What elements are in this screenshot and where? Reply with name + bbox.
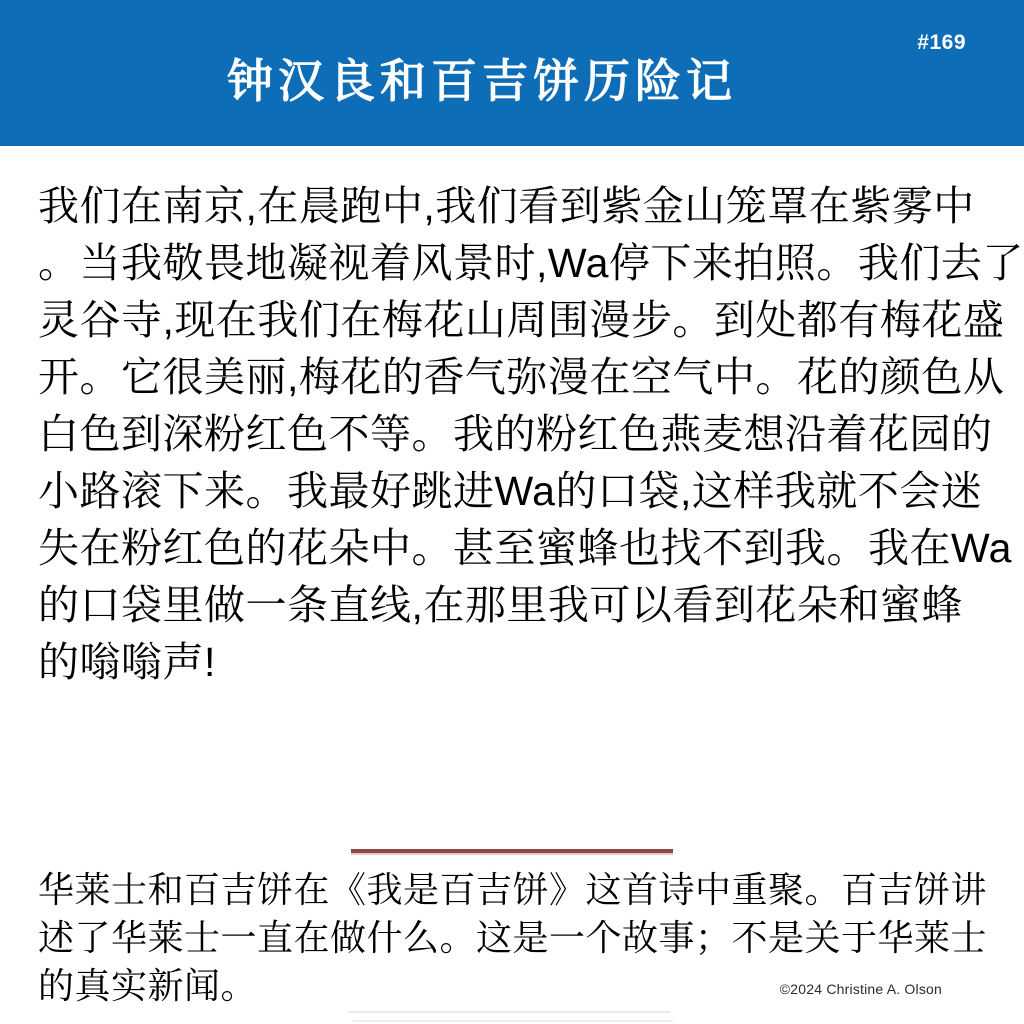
red-divider-rule bbox=[351, 849, 673, 855]
footer-text-line: 华莱士和百吉饼在《我是百吉饼》这首诗中重聚。百吉饼讲 bbox=[38, 869, 988, 910]
bottom-faint-rule-lower bbox=[353, 1020, 673, 1022]
red-divider-light-line bbox=[351, 853, 673, 855]
story-text-line: 失在粉红色的花朵中。甚至蜜蜂也找不到我。我在Wa bbox=[38, 525, 1012, 571]
issue-number-badge: #169 bbox=[917, 31, 966, 54]
story-text-line: 小路滚下来。我最好跳进Wa的口袋,这样我就不会迷 bbox=[38, 468, 983, 514]
story-text-line: 我们在南京,在晨跑中,我们看到紫金山笼罩在紫雾中 bbox=[38, 183, 975, 229]
story-text-line: 。当我敬畏地凝视着风景时,Wa停下来拍照。我们去了 bbox=[38, 240, 1024, 286]
story-text-line: 的口袋里做一条直线,在那里我可以看到花朵和蜜蜂 bbox=[38, 582, 963, 628]
header-band bbox=[0, 0, 1024, 146]
story-text-line: 白色到深粉红色不等。我的粉红色燕麦想沿着花园的 bbox=[38, 411, 993, 457]
copyright-notice: ©2024 Christine A. Olson bbox=[779, 981, 942, 997]
story-text-line: 灵谷寺,现在我们在梅花山周围漫步。到处都有梅花盛 bbox=[38, 297, 1005, 343]
footer-text-line: 述了华莱士一直在做什么。这是一个故事；不是关于华莱士 bbox=[38, 917, 988, 958]
story-text-line: 开。它很美丽,梅花的香气弥漫在空气中。花的颜色从 bbox=[38, 354, 1005, 400]
page-title: 钟汉良和百吉饼历险记 bbox=[227, 55, 737, 107]
bottom-faint-rule-upper bbox=[348, 1011, 670, 1013]
footer-text-line: 的真实新闻。 bbox=[38, 965, 258, 1006]
story-paragraph bbox=[38, 178, 1024, 691]
story-text-line: 的嗡嗡声! bbox=[38, 639, 216, 685]
